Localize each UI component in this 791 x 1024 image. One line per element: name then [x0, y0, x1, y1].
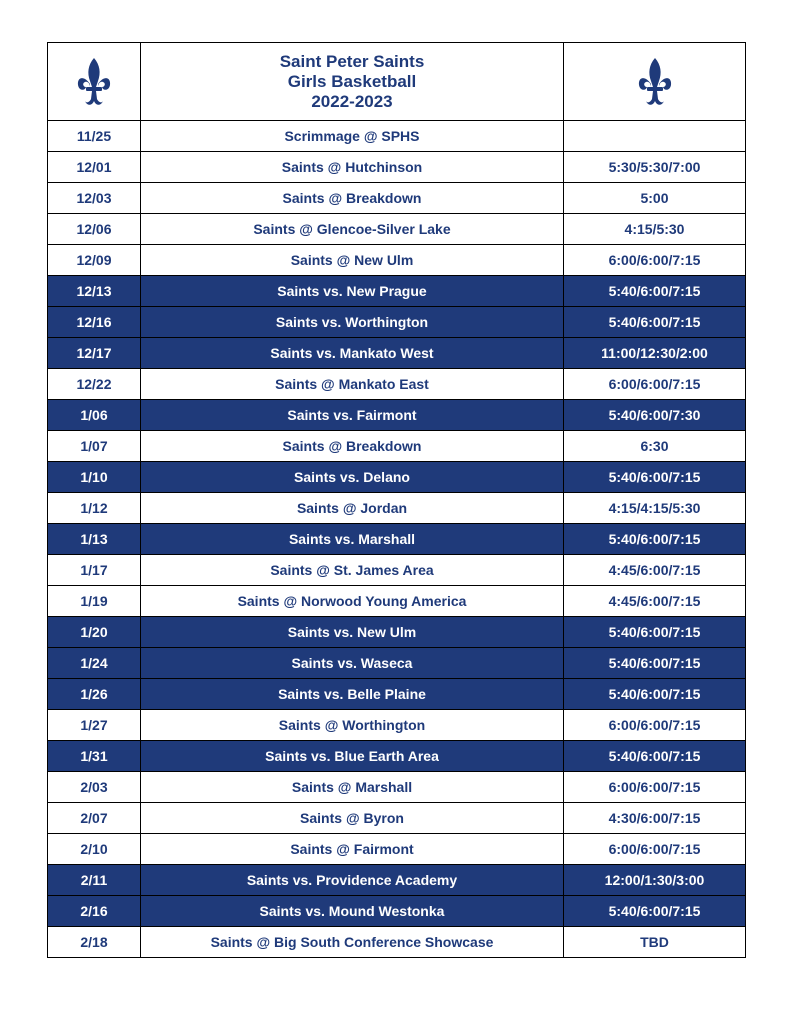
- game-times: 4:45/6:00/7:15: [564, 555, 746, 586]
- game-matchup: Saints vs. Mound Westonka: [141, 896, 564, 927]
- game-date: 12/01: [48, 152, 141, 183]
- game-date: 2/11: [48, 865, 141, 896]
- game-date: 11/25: [48, 121, 141, 152]
- game-times: 6:00/6:00/7:15: [564, 834, 746, 865]
- game-date: 1/10: [48, 462, 141, 493]
- game-times: 6:00/6:00/7:15: [564, 245, 746, 276]
- fleur-de-lis-icon: [76, 57, 112, 107]
- schedule-row: [48, 121, 746, 152]
- game-matchup: Saints vs. Blue Earth Area: [141, 741, 564, 772]
- schedule-row: [48, 896, 746, 927]
- title-school: Saint Peter Saints: [279, 51, 425, 71]
- game-date: 1/26: [48, 679, 141, 710]
- schedule-row: [48, 183, 746, 214]
- game-matchup: Saints vs. New Prague: [141, 276, 564, 307]
- game-times: 5:40/6:00/7:15: [564, 524, 746, 555]
- game-matchup: Saints @ Norwood Young America: [141, 586, 564, 617]
- game-date: 1/27: [48, 710, 141, 741]
- game-times: 4:45/6:00/7:15: [564, 586, 746, 617]
- game-matchup: Saints vs. Belle Plaine: [141, 679, 564, 710]
- game-matchup: Saints @ Byron: [141, 803, 564, 834]
- schedule-table: [47, 42, 746, 958]
- game-times: 5:40/6:00/7:15: [564, 617, 746, 648]
- game-date: 1/24: [48, 648, 141, 679]
- game-matchup: Saints vs. Marshall: [141, 524, 564, 555]
- game-date: 2/03: [48, 772, 141, 803]
- game-times: 5:40/6:00/7:15: [564, 679, 746, 710]
- schedule-row: [48, 369, 746, 400]
- schedule-row: [48, 307, 746, 338]
- game-date: 12/22: [48, 369, 141, 400]
- schedule-row: [48, 803, 746, 834]
- schedule-row: [48, 524, 746, 555]
- game-date: 1/13: [48, 524, 141, 555]
- schedule-row: [48, 741, 746, 772]
- schedule-row: [48, 586, 746, 617]
- game-matchup: Saints @ Big South Conference Showcase: [141, 927, 564, 958]
- schedule-row: [48, 152, 746, 183]
- game-matchup: Saints vs. New Ulm: [141, 617, 564, 648]
- game-times: [564, 121, 746, 152]
- schedule-header-row: [48, 43, 746, 121]
- game-matchup: Saints vs. Worthington: [141, 307, 564, 338]
- game-matchup: Saints @ New Ulm: [141, 245, 564, 276]
- game-times: 5:00: [564, 183, 746, 214]
- schedule-row: [48, 338, 746, 369]
- game-date: 12/13: [48, 276, 141, 307]
- schedule-row: [48, 493, 746, 524]
- game-times: 5:40/6:00/7:15: [564, 648, 746, 679]
- left-logo-cell: [48, 43, 141, 121]
- game-matchup: Saints @ Hutchinson: [141, 152, 564, 183]
- game-date: 1/06: [48, 400, 141, 431]
- game-matchup: Saints @ Glencoe-Silver Lake: [141, 214, 564, 245]
- game-date: 2/18: [48, 927, 141, 958]
- schedule-row: [48, 865, 746, 896]
- schedule-row: [48, 679, 746, 710]
- game-times: 11:00/12:30/2:00: [564, 338, 746, 369]
- game-times: 4:30/6:00/7:15: [564, 803, 746, 834]
- game-times: 6:00/6:00/7:15: [564, 710, 746, 741]
- game-times: 6:00/6:00/7:15: [564, 772, 746, 803]
- game-matchup: Scrimmage @ SPHS: [141, 121, 564, 152]
- game-times: 5:40/6:00/7:15: [564, 741, 746, 772]
- game-date: 12/06: [48, 214, 141, 245]
- game-date: 1/20: [48, 617, 141, 648]
- schedule-row: [48, 648, 746, 679]
- right-logo-cell: [564, 43, 746, 121]
- game-times: 5:40/6:00/7:15: [564, 307, 746, 338]
- game-matchup: Saints @ St. James Area: [141, 555, 564, 586]
- game-matchup: Saints @ Breakdown: [141, 431, 564, 462]
- game-times: 4:15/5:30: [564, 214, 746, 245]
- game-times: TBD: [564, 927, 746, 958]
- game-date: 2/16: [48, 896, 141, 927]
- schedule-row: [48, 772, 746, 803]
- game-date: 2/07: [48, 803, 141, 834]
- game-matchup: Saints @ Breakdown: [141, 183, 564, 214]
- game-times: 5:40/6:00/7:30: [564, 400, 746, 431]
- game-date: 12/03: [48, 183, 141, 214]
- game-matchup: Saints vs. Fairmont: [141, 400, 564, 431]
- game-date: 12/17: [48, 338, 141, 369]
- title-sport: Girls Basketball: [287, 71, 417, 91]
- game-times: 6:30: [564, 431, 746, 462]
- game-times: 5:40/6:00/7:15: [564, 462, 746, 493]
- game-times: 6:00/6:00/7:15: [564, 369, 746, 400]
- schedule-row: [48, 710, 746, 741]
- schedule-row: [48, 834, 746, 865]
- game-times: 4:15/4:15/5:30: [564, 493, 746, 524]
- game-times: 5:40/6:00/7:15: [564, 276, 746, 307]
- game-matchup: Saints vs. Delano: [141, 462, 564, 493]
- game-date: 2/10: [48, 834, 141, 865]
- schedule-row: [48, 555, 746, 586]
- game-date: 1/31: [48, 741, 141, 772]
- schedule-title: [141, 43, 564, 121]
- schedule-body: [48, 43, 746, 958]
- game-times: 5:30/5:30/7:00: [564, 152, 746, 183]
- game-matchup: Saints @ Worthington: [141, 710, 564, 741]
- fleur-de-lis-icon: [637, 57, 673, 107]
- game-matchup: Saints @ Mankato East: [141, 369, 564, 400]
- schedule-row: [48, 245, 746, 276]
- game-date: 1/12: [48, 493, 141, 524]
- game-times: 5:40/6:00/7:15: [564, 896, 746, 927]
- schedule-row: [48, 400, 746, 431]
- game-matchup: Saints @ Fairmont: [141, 834, 564, 865]
- schedule-row: [48, 462, 746, 493]
- game-matchup: Saints vs. Waseca: [141, 648, 564, 679]
- title-season: 2022-2023: [311, 91, 393, 111]
- schedule-row: [48, 431, 746, 462]
- game-date: 1/07: [48, 431, 141, 462]
- game-date: 1/19: [48, 586, 141, 617]
- game-matchup: Saints @ Jordan: [141, 493, 564, 524]
- game-date: 1/17: [48, 555, 141, 586]
- schedule-row: [48, 276, 746, 307]
- game-date: 12/09: [48, 245, 141, 276]
- game-times: 12:00/1:30/3:00: [564, 865, 746, 896]
- game-matchup: Saints vs. Mankato West: [141, 338, 564, 369]
- game-date: 12/16: [48, 307, 141, 338]
- schedule-row: [48, 214, 746, 245]
- schedule-row: [48, 617, 746, 648]
- schedule-row: [48, 927, 746, 958]
- game-matchup: Saints vs. Providence Academy: [141, 865, 564, 896]
- game-matchup: Saints @ Marshall: [141, 772, 564, 803]
